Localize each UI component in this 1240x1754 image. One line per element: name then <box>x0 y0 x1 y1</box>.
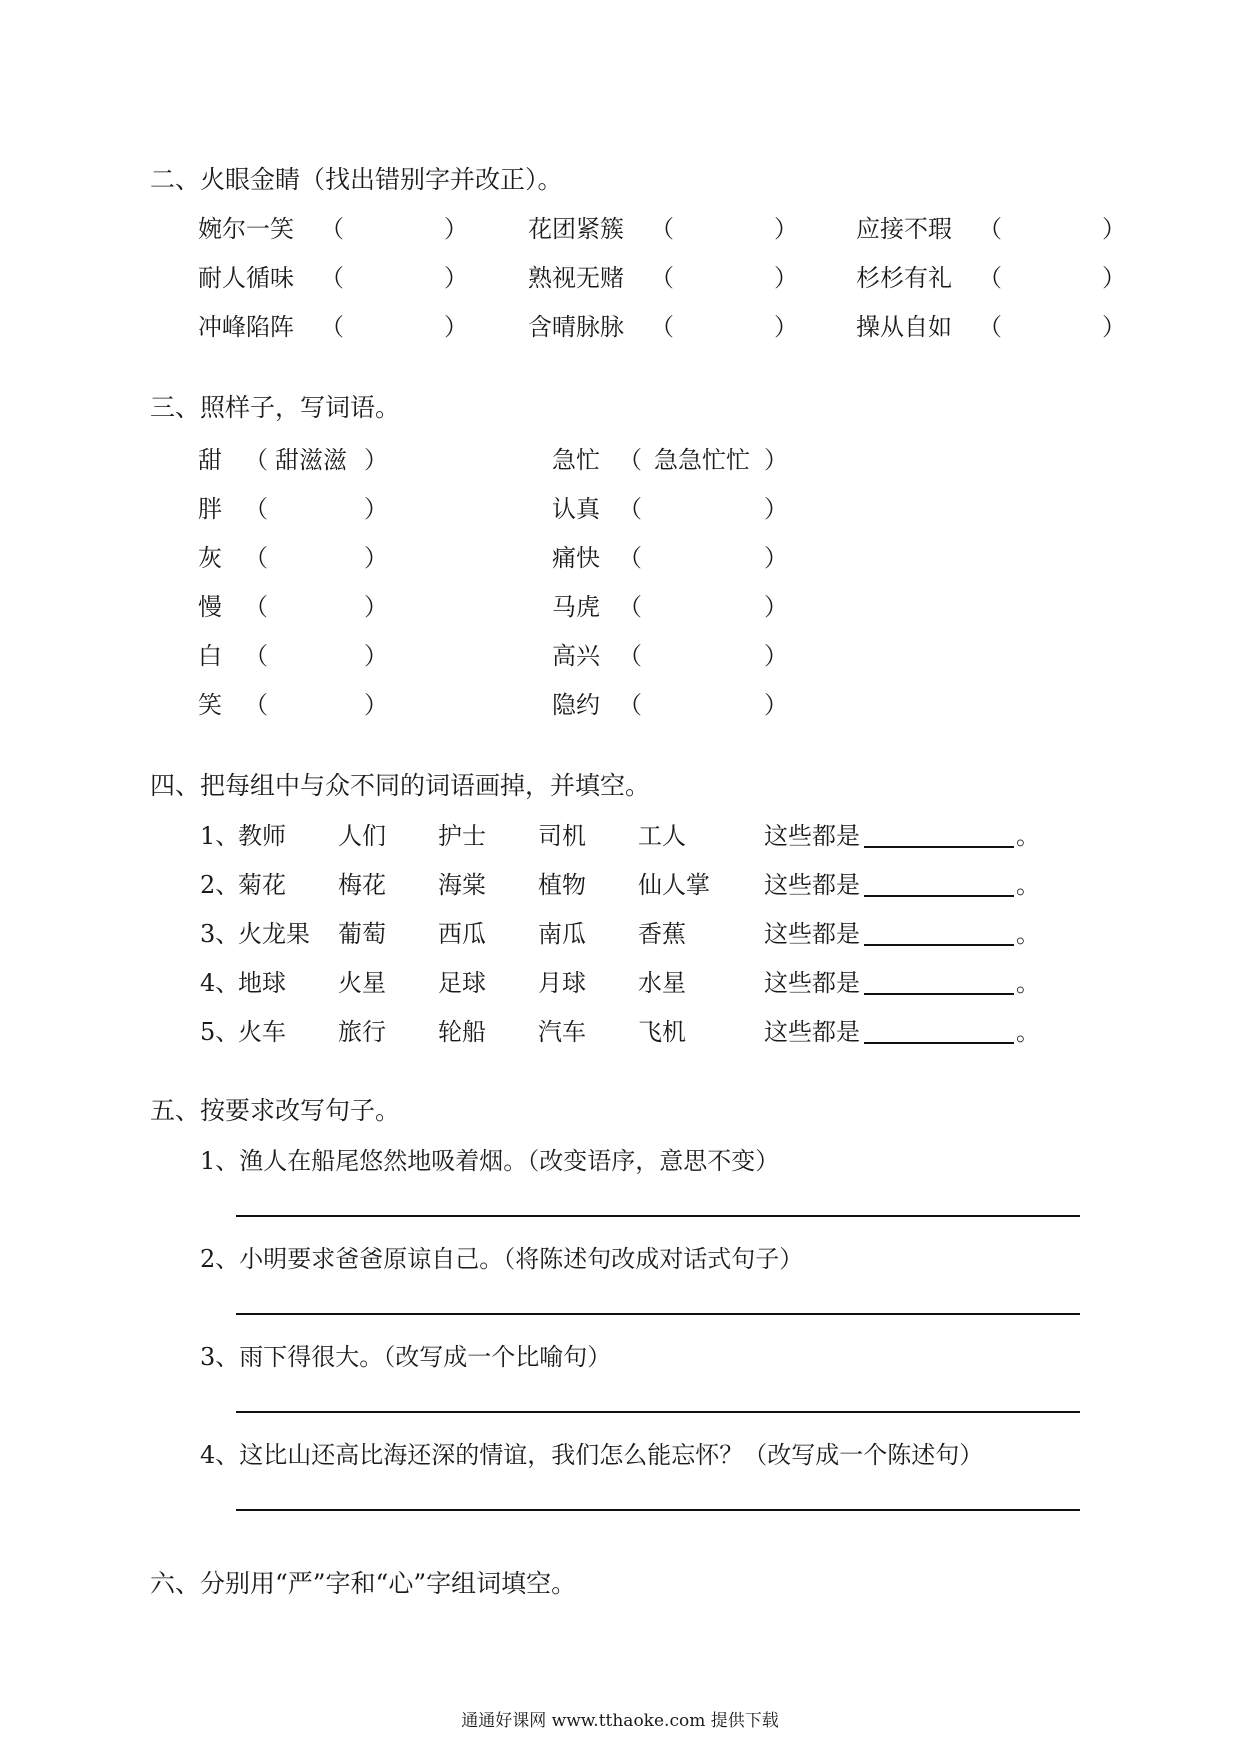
close-paren: ） <box>774 313 798 341</box>
base-word: 认真 <box>552 495 600 523</box>
end-mark: 。 <box>1016 871 1040 899</box>
close-paren: ） <box>364 593 388 621</box>
candidate-word[interactable]: 梅花 <box>338 871 386 899</box>
candidate-word[interactable]: 教师 <box>238 822 286 850</box>
base-word: 甜 <box>198 446 222 474</box>
idiom-word: 杉杉有礼 <box>856 264 952 292</box>
base-word: 急忙 <box>552 446 600 474</box>
open-paren: （ <box>618 544 642 572</box>
section5-heading: 五、按要求改写句子。 <box>150 1096 401 1125</box>
open-paren: （ <box>978 215 1002 243</box>
candidate-word[interactable]: 汽车 <box>538 1018 586 1046</box>
answer-line[interactable] <box>236 1313 1080 1315</box>
candidate-word[interactable]: 司机 <box>538 822 586 850</box>
base-word: 白 <box>198 642 222 670</box>
end-mark: 。 <box>1016 920 1040 948</box>
base-word: 马虎 <box>552 593 600 621</box>
answer-line[interactable] <box>236 1215 1080 1217</box>
fill-blank-line[interactable] <box>864 944 1014 946</box>
idiom-word: 婉尔一笑 <box>198 215 294 243</box>
rewrite-prompt: 2、小明要求爸爸原谅自己。（将陈述句改成对话式句子） <box>200 1245 804 1273</box>
fill-blank-line[interactable] <box>864 1042 1014 1044</box>
open-paren: （ <box>618 593 642 621</box>
fill-prompt: 这些都是 <box>764 969 860 997</box>
candidate-word[interactable]: 旅行 <box>338 1018 386 1046</box>
rewrite-prompt: 4、这比山还高比海还深的情谊，我们怎么能忘怀？（改写成一个陈述句） <box>200 1441 984 1469</box>
candidate-word[interactable]: 水星 <box>638 969 686 997</box>
page-footer: 通通好课网 www.tthaoke.com 提供下载 <box>461 1711 779 1731</box>
candidate-word[interactable]: 葡萄 <box>338 920 386 948</box>
close-paren: ） <box>764 495 788 523</box>
candidate-word[interactable]: 仙人掌 <box>638 871 710 899</box>
base-word: 笑 <box>198 691 222 719</box>
candidate-word[interactable]: 菊花 <box>238 871 286 899</box>
idiom-word: 含晴脉脉 <box>528 313 624 341</box>
answer-line[interactable] <box>236 1411 1080 1413</box>
candidate-word[interactable]: 地球 <box>238 969 286 997</box>
close-paren: ） <box>774 215 798 243</box>
idiom-word: 花团紧簇 <box>528 215 624 243</box>
open-paren: （ <box>978 264 1002 292</box>
fill-prompt: 这些都是 <box>764 920 860 948</box>
row-number: 5、 <box>200 1018 240 1046</box>
open-paren: （ <box>244 642 268 670</box>
candidate-word[interactable]: 飞机 <box>638 1018 686 1046</box>
end-mark: 。 <box>1016 1018 1040 1046</box>
candidate-word[interactable]: 足球 <box>438 969 486 997</box>
close-paren: ） <box>364 495 388 523</box>
open-paren: （ <box>618 446 642 474</box>
open-paren: （ <box>978 313 1002 341</box>
open-paren: （ <box>244 691 268 719</box>
row-number: 4、 <box>200 969 240 997</box>
candidate-word[interactable]: 南瓜 <box>538 920 586 948</box>
open-paren: （ <box>320 264 344 292</box>
section2-heading: 二、火眼金睛（找出错别字并改正）。 <box>150 165 563 194</box>
base-word: 隐约 <box>552 691 600 719</box>
fill-blank-line[interactable] <box>864 846 1014 848</box>
close-paren: ） <box>364 544 388 572</box>
close-paren: ） <box>764 544 788 572</box>
candidate-word[interactable]: 海棠 <box>438 871 486 899</box>
close-paren: ） <box>774 264 798 292</box>
fill-prompt: 这些都是 <box>764 822 860 850</box>
section6-heading: 六、分别用“严”字和“心”字组词填空。 <box>150 1569 577 1598</box>
answer-line[interactable] <box>236 1509 1080 1511</box>
row-number: 2、 <box>200 871 240 899</box>
section3-heading: 三、照样子，写词语。 <box>150 393 401 422</box>
fill-prompt: 这些都是 <box>764 1018 860 1046</box>
candidate-word[interactable]: 护士 <box>438 822 486 850</box>
candidate-word[interactable]: 轮船 <box>438 1018 486 1046</box>
rewrite-prompt: 3、雨下得很大。（改写成一个比喻句） <box>200 1343 612 1371</box>
end-mark: 。 <box>1016 969 1040 997</box>
rewrite-prompt: 1、渔人在船尾悠然地吸着烟。（改变语序，意思不变） <box>200 1147 780 1175</box>
base-word: 慢 <box>198 593 222 621</box>
open-paren: （ <box>650 264 674 292</box>
open-paren: （ <box>618 642 642 670</box>
fill-prompt: 这些都是 <box>764 871 860 899</box>
base-word: 痛快 <box>552 544 600 572</box>
base-word: 高兴 <box>552 642 600 670</box>
example-answer: 甜滋滋 <box>275 446 347 474</box>
close-paren: ） <box>764 691 788 719</box>
close-paren: ） <box>764 593 788 621</box>
open-paren: （ <box>244 593 268 621</box>
idiom-word: 冲峰陷阵 <box>198 313 294 341</box>
candidate-word[interactable]: 火龙果 <box>238 920 310 948</box>
base-word: 灰 <box>198 544 222 572</box>
open-paren: （ <box>244 495 268 523</box>
section4-heading: 四、把每组中与众不同的词语画掉，并填空。 <box>150 771 651 800</box>
idiom-word: 操从自如 <box>856 313 952 341</box>
candidate-word[interactable]: 火车 <box>238 1018 286 1046</box>
fill-blank-line[interactable] <box>864 895 1014 897</box>
row-number: 3、 <box>200 920 240 948</box>
close-paren: ） <box>444 215 468 243</box>
idiom-word: 耐人循味 <box>198 264 294 292</box>
candidate-word[interactable]: 植物 <box>538 871 586 899</box>
close-paren: ） <box>1102 313 1126 341</box>
close-paren: ） <box>1102 264 1126 292</box>
close-paren: ） <box>1102 215 1126 243</box>
open-paren: （ <box>618 691 642 719</box>
candidate-word[interactable]: 工人 <box>638 822 686 850</box>
close-paren: ） <box>764 446 788 474</box>
candidate-word[interactable]: 火星 <box>338 969 386 997</box>
candidate-word[interactable]: 西瓜 <box>438 920 486 948</box>
close-paren: ） <box>364 642 388 670</box>
close-paren: ） <box>764 642 788 670</box>
example-answer: 急急忙忙 <box>654 446 750 474</box>
close-paren: ） <box>444 264 468 292</box>
candidate-word[interactable]: 人们 <box>338 822 386 850</box>
idiom-word: 应接不瑕 <box>856 215 952 243</box>
close-paren: ） <box>364 691 388 719</box>
candidate-word[interactable]: 香蕉 <box>638 920 686 948</box>
idiom-word: 熟视无赌 <box>528 264 624 292</box>
close-paren: ） <box>364 446 388 474</box>
open-paren: （ <box>650 313 674 341</box>
end-mark: 。 <box>1016 822 1040 850</box>
open-paren: （ <box>650 215 674 243</box>
close-paren: ） <box>444 313 468 341</box>
open-paren: （ <box>244 446 268 474</box>
open-paren: （ <box>618 495 642 523</box>
open-paren: （ <box>244 544 268 572</box>
candidate-word[interactable]: 月球 <box>538 969 586 997</box>
fill-blank-line[interactable] <box>864 993 1014 995</box>
base-word: 胖 <box>198 495 222 523</box>
open-paren: （ <box>320 215 344 243</box>
open-paren: （ <box>320 313 344 341</box>
row-number: 1、 <box>200 822 240 850</box>
